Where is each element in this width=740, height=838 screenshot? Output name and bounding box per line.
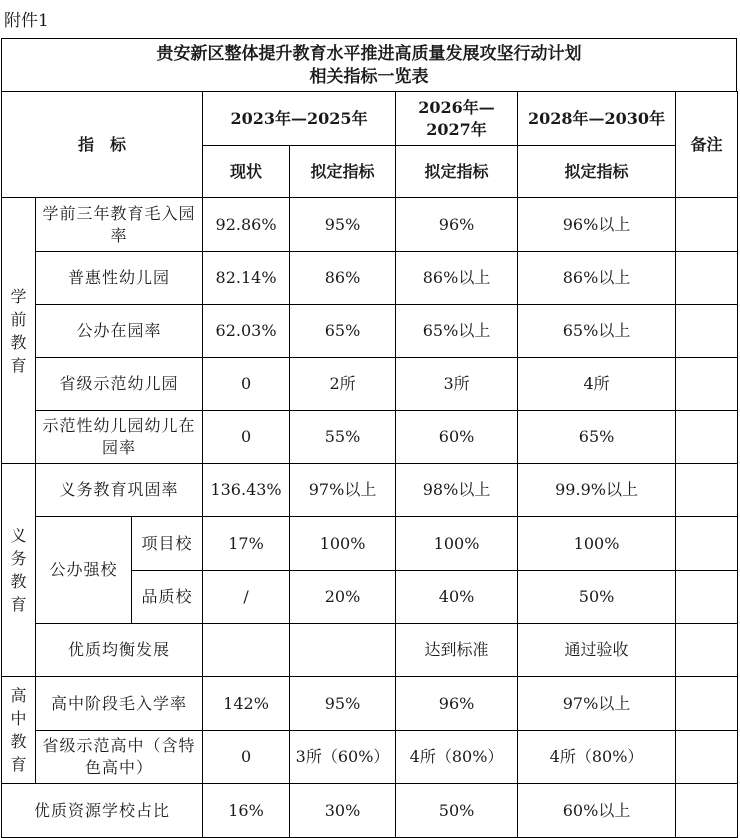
indicator-table xyxy=(1,91,738,838)
value-target-2: 50% xyxy=(396,784,518,838)
value-target-1: 20% xyxy=(290,571,396,624)
value-target-2: 40% xyxy=(396,571,518,624)
value-current: 142% xyxy=(203,677,290,731)
indicator-name: 高中阶段毛入学率 xyxy=(36,677,203,731)
header-row-1 xyxy=(2,92,738,146)
value-target-3: 60%以上 xyxy=(518,784,676,838)
value-target-3: 65% xyxy=(518,411,676,464)
indicator-group: 公办强校 xyxy=(36,517,132,624)
table-row xyxy=(2,624,738,677)
value-current xyxy=(203,624,290,677)
header-period-2023-2025: 2023年—2025年 xyxy=(203,92,396,146)
table-row xyxy=(2,305,738,358)
category-compulsory: 义务教育 xyxy=(2,464,36,677)
attachment-label: 附件1 xyxy=(4,11,49,31)
value-target-2: 86%以上 xyxy=(396,252,518,305)
indicator-name: 示范性幼儿园幼儿在园率 xyxy=(36,411,203,464)
table-title xyxy=(1,38,737,92)
header-indicator: 指 标 xyxy=(2,92,203,198)
table-row xyxy=(2,784,738,838)
value-target-2: 3所 xyxy=(396,358,518,411)
value-target-3: 4所 xyxy=(518,358,676,411)
value-current: 0 xyxy=(203,411,290,464)
indicator-subname: 品质校 xyxy=(132,571,203,624)
indicator-name: 义务教育巩固率 xyxy=(36,464,203,517)
header-period-2028-2030: 2028年—2030年 xyxy=(518,92,676,146)
indicator-name: 学前三年教育毛入园率 xyxy=(36,198,203,252)
header-target-3: 拟定指标 xyxy=(518,146,676,198)
remark-cell xyxy=(676,358,738,411)
value-target-2: 65%以上 xyxy=(396,305,518,358)
value-target-1: 100% xyxy=(290,517,396,571)
value-target-3: 96%以上 xyxy=(518,198,676,252)
table-row xyxy=(2,358,738,411)
value-current: 17% xyxy=(203,517,290,571)
remark-cell xyxy=(676,571,738,624)
remark-cell xyxy=(676,677,738,731)
value-current: / xyxy=(203,571,290,624)
value-current: 92.86% xyxy=(203,198,290,252)
value-target-1: 3所（60%） xyxy=(290,731,396,784)
value-target-3: 86%以上 xyxy=(518,252,676,305)
value-target-1: 65% xyxy=(290,305,396,358)
value-current: 0 xyxy=(203,358,290,411)
value-target-3: 100% xyxy=(518,517,676,571)
indicator-name: 优质资源学校占比 xyxy=(2,784,203,838)
value-target-1 xyxy=(290,624,396,677)
value-target-2: 96% xyxy=(396,198,518,252)
header-period-2026-2027: 2026年—2027年 xyxy=(396,92,518,146)
category-highschool: 高中教育 xyxy=(2,677,36,784)
value-target-3: 97%以上 xyxy=(518,677,676,731)
indicator-name: 省级示范幼儿园 xyxy=(36,358,203,411)
value-target-1: 95% xyxy=(290,677,396,731)
title-line-2: 相关指标一览表 xyxy=(309,67,429,87)
value-target-1: 55% xyxy=(290,411,396,464)
value-target-1: 2所 xyxy=(290,358,396,411)
header-target-1: 拟定指标 xyxy=(290,146,396,198)
table-row xyxy=(2,198,738,252)
remark-cell xyxy=(676,252,738,305)
remark-cell xyxy=(676,624,738,677)
value-target-2: 达到标准 xyxy=(396,624,518,677)
table-row xyxy=(2,411,738,464)
remark-cell xyxy=(676,305,738,358)
remark-cell xyxy=(676,517,738,571)
indicator-name: 公办在园率 xyxy=(36,305,203,358)
value-current: 82.14% xyxy=(203,252,290,305)
value-current: 0 xyxy=(203,731,290,784)
value-target-3: 99.9%以上 xyxy=(518,464,676,517)
table-row xyxy=(2,517,738,571)
header-remark: 备注 xyxy=(676,92,738,198)
remark-cell xyxy=(676,731,738,784)
value-target-2: 60% xyxy=(396,411,518,464)
header-current: 现状 xyxy=(203,146,290,198)
indicator-name: 省级示范高中（含特色高中） xyxy=(36,731,203,784)
indicator-subname: 项目校 xyxy=(132,517,203,571)
value-current: 16% xyxy=(203,784,290,838)
table-row xyxy=(2,252,738,305)
value-target-1: 30% xyxy=(290,784,396,838)
indicator-name: 优质均衡发展 xyxy=(36,624,203,677)
value-target-2: 98%以上 xyxy=(396,464,518,517)
table-row xyxy=(2,677,738,731)
value-target-3: 4所（80%） xyxy=(518,731,676,784)
category-preschool: 学前教育 xyxy=(2,198,36,464)
table-row xyxy=(2,464,738,517)
value-target-1: 97%以上 xyxy=(290,464,396,517)
value-target-2: 100% xyxy=(396,517,518,571)
value-current: 62.03% xyxy=(203,305,290,358)
indicator-name: 普惠性幼儿园 xyxy=(36,252,203,305)
remark-cell xyxy=(676,464,738,517)
value-target-2: 96% xyxy=(396,677,518,731)
header-target-2: 拟定指标 xyxy=(396,146,518,198)
value-target-1: 95% xyxy=(290,198,396,252)
remark-cell xyxy=(676,198,738,252)
value-target-3: 通过验收 xyxy=(518,624,676,677)
value-target-3: 50% xyxy=(518,571,676,624)
table-row xyxy=(2,731,738,784)
title-line-1: 贵安新区整体提升教育水平推进高质量发展攻坚行动计划 xyxy=(156,44,582,64)
value-target-3: 65%以上 xyxy=(518,305,676,358)
value-target-2: 4所（80%） xyxy=(396,731,518,784)
remark-cell xyxy=(676,784,738,838)
remark-cell xyxy=(676,411,738,464)
value-target-1: 86% xyxy=(290,252,396,305)
value-current: 136.43% xyxy=(203,464,290,517)
